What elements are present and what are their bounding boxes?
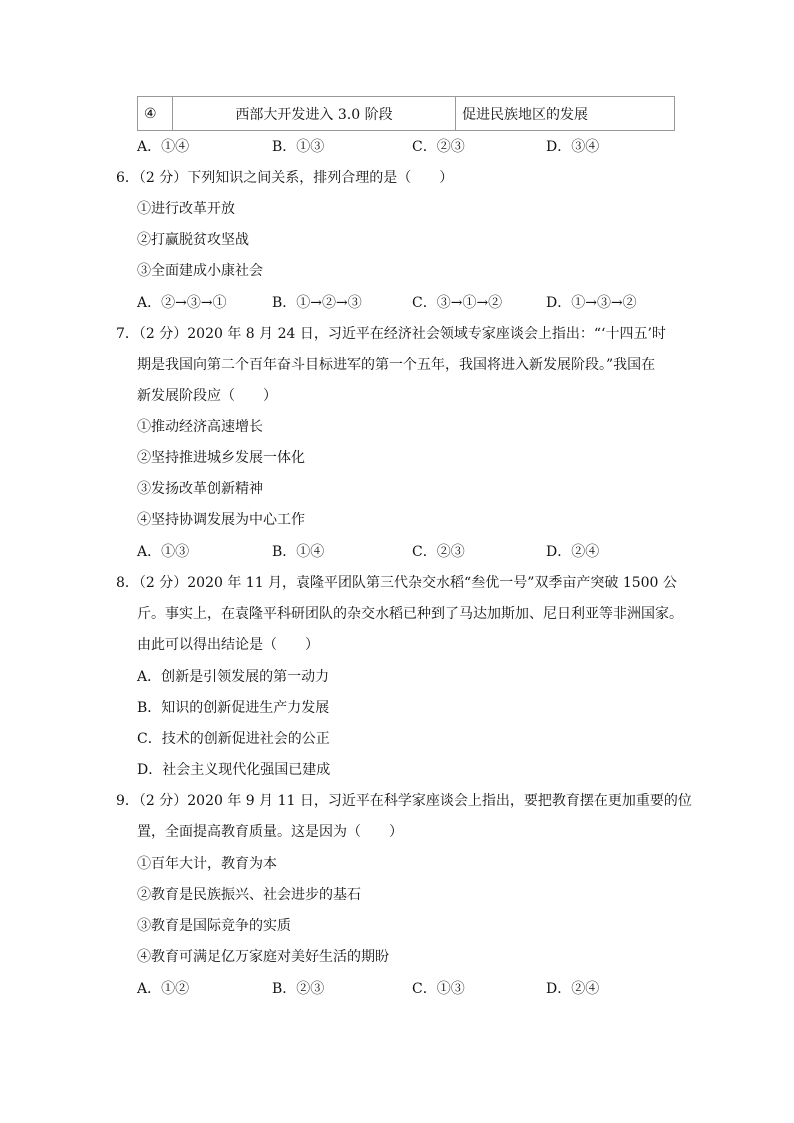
q9-item-1: ①百年大计，教育为本: [137, 856, 277, 872]
q7-option-d[interactable]: D．②④: [546, 544, 600, 560]
q8-option-b[interactable]: B．知识的创新促进生产力发展: [137, 700, 330, 716]
q6-option-b[interactable]: B．①→②→③: [272, 295, 362, 311]
policy-table: [137, 96, 675, 131]
q7-item-4: ④坚持协调发展为中心工作: [137, 512, 305, 528]
q9-option-c[interactable]: C．①③: [412, 981, 465, 997]
q7-option-b[interactable]: B．①④: [272, 544, 325, 560]
q5-option-c[interactable]: C．②③: [412, 139, 465, 155]
q9-option-b[interactable]: B．②③: [272, 981, 325, 997]
q6-option-d[interactable]: D．①→③→②: [546, 295, 637, 311]
q6-item-1: ①进行改革开放: [137, 201, 235, 217]
q6-stem: 6．（2 分）下列知识之间关系，排列合理的是（ ）: [116, 170, 454, 186]
q8-stem-line-2: 斤。事实上，在袁隆平科研团队的杂交水稻已种到了马达加斯加、尼日利亚等非洲国家。: [137, 606, 683, 622]
q7-option-a[interactable]: A．①③: [137, 544, 190, 560]
q8-option-d[interactable]: D．社会主义现代化强国已建成: [137, 762, 331, 778]
table-cell-num: ④: [138, 97, 173, 131]
q8-stem-line-1: 8．（2 分）2020 年 11 月，袁隆平团队第三代杂交水稻“叁优一号”双季亩产突破 1500 公: [116, 575, 677, 591]
q7-item-2: ②坚持推进城乡发展一体化: [137, 450, 305, 466]
q9-stem-line-1: 9．（2 分）2020 年 9 月 11 日，习近平在科学家座谈会上指出，要把教育摆在更加重要的位: [116, 793, 692, 809]
q7-stem-line-1: 7．（2 分）2020 年 8 月 24 日，习近平在经济社会领域专家座谈会上指出：“‘十四五’时: [116, 326, 666, 342]
q7-option-c[interactable]: C．②③: [412, 544, 465, 560]
q9-option-d[interactable]: D．②④: [546, 981, 600, 997]
q5-option-d[interactable]: D．③④: [546, 139, 600, 155]
table-cell-content: 西部大开发进入 3.0 阶段: [173, 97, 456, 131]
q6-option-c[interactable]: C．③→①→②: [412, 295, 503, 311]
table-row: [138, 97, 675, 131]
table-cell-effect: 促进民族地区的发展: [456, 97, 675, 131]
q9-item-2: ②教育是民族振兴、社会进步的基石: [137, 887, 361, 903]
q5-option-a[interactable]: A．①④: [137, 139, 190, 155]
q7-stem-line-3: 新发展阶段应（ ）: [137, 388, 277, 404]
q8-stem-line-3: 由此可以得出结论是（ ）: [137, 637, 319, 653]
q8-option-c[interactable]: C．技术的创新促进社会的公正: [137, 731, 330, 747]
q9-option-a[interactable]: A．①②: [137, 981, 190, 997]
q8-option-a[interactable]: A．创新是引领发展的第一动力: [137, 669, 330, 685]
q7-item-1: ①推动经济高速增长: [137, 419, 263, 435]
q6-item-3: ③全面建成小康社会: [137, 263, 263, 279]
q9-item-4: ④教育可满足亿万家庭对美好生活的期盼: [137, 949, 389, 965]
q7-stem-line-2: 期是我国向第二个百年奋斗目标进军的第一个五年，我国将进入新发展阶段。”我国在: [137, 357, 656, 373]
q6-option-a[interactable]: A．②→③→①: [137, 295, 227, 311]
q9-item-3: ③教育是国际竞争的实质: [137, 918, 291, 934]
q5-option-b[interactable]: B．①③: [272, 139, 325, 155]
q6-item-2: ②打赢脱贫攻坚战: [137, 232, 249, 248]
q7-item-3: ③发扬改革创新精神: [137, 481, 263, 497]
q9-stem-line-2: 置，全面提高教育质量。这是因为（ ）: [137, 824, 403, 840]
